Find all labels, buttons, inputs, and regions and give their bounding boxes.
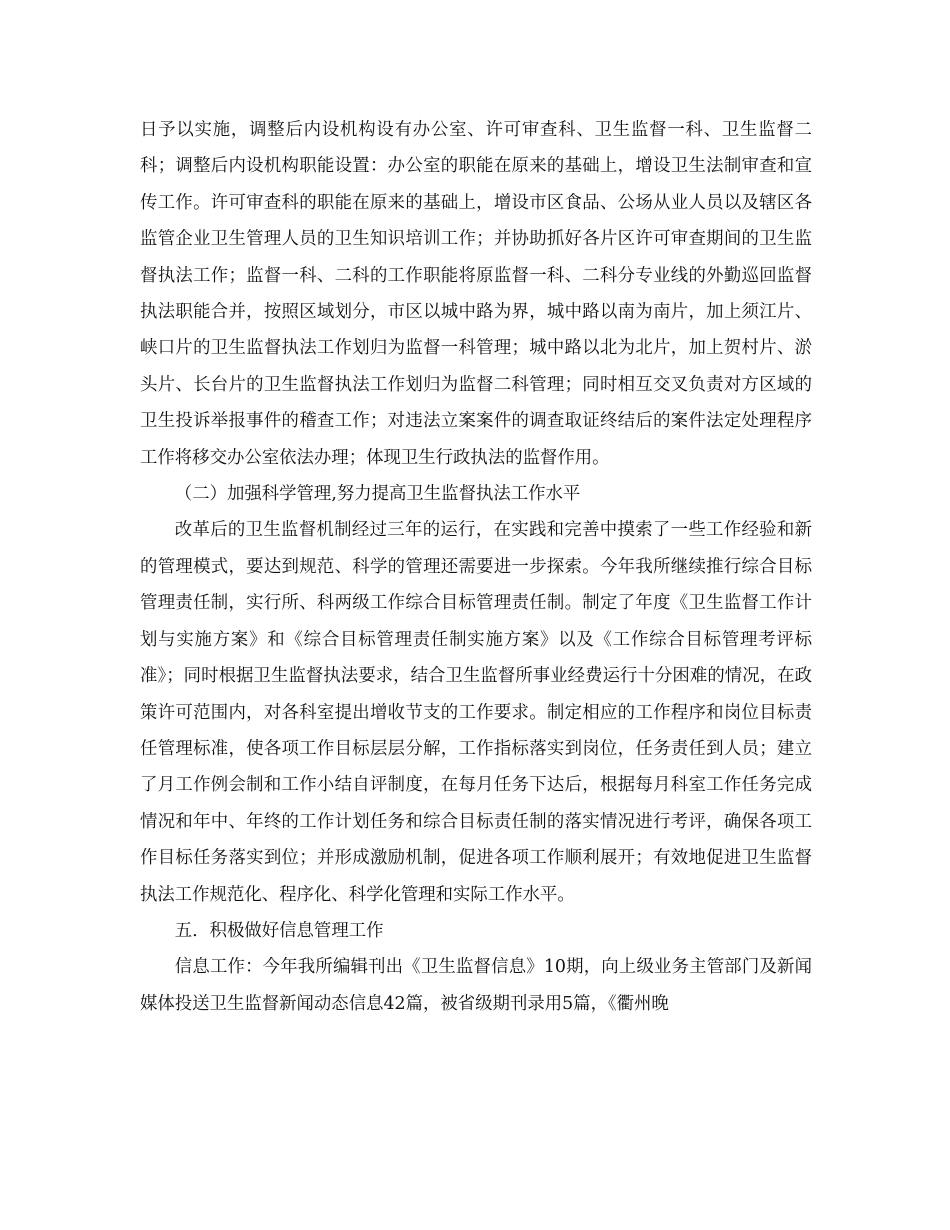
- paragraph-management-responsibility: 改革后的卫生监督机制经过三年的运行，在实践和完善中摸索了一些工作经验和新的管理模式，要达到规范、科学的管理还需要进一步探索。今年我所继续推行综合目标管理责任制，实行所、科两级工作综合目标管理责任制。制定了年度《卫生监督工作计划与实施方案》和《综合目标管理责任制实施方案》以及《工作综合目标管理考评标准》；同时根据卫生监督执法要求，结合卫生监督所事业经费运行十分困难的情况，在政策许可范围内，对各科室提出增收节支的工作要求。制定相应的工作程序和岗位目标责任管理标准，使各项工作目标层层分解，工作指标落实到岗位，任务责任到人员；建立了月工作例会制和工作小结自评制度，在每月任务下达后，根据每月科室工作任务完成情况和年中、年终的工作计划任务和综合目标责任制的落实情况进行考评，确保各项工作目标任务落实到位；并形成激励机制，促进各项工作顺利展开；有效地促进卫生监督执法工作规范化、程序化、科学化管理和实际工作水平。: [140, 520, 812, 905]
- paragraph-institution-adjustment: 日予以实施，调整后内设机构设有办公室、许可审查科、卫生监督一科、卫生监督二科；调整后内设机构职能设置：办公室的职能在原来的基础上，增设卫生法制审查和宣传工作。许可审查科的职能在原来的基础上，增设市区食品、公场从业人员以及辖区各监管企业卫生管理人员的卫生知识培训工作；并协助抓好各片区许可审查期间的卫生监督执法工作；监督一科、二科的工作职能将原监督一科、二科分专业线的外勤巡回监督执法职能合并，按照区域划分，市区以城中路为界，城中路以南为南片，加上须江片、峡口片的卫生监督执法工作划归为监督一科管理；城中路以北为北片，加上贺村片、淤头片、长台片的卫生监督执法工作划归为监督二科管理；同时相互交叉负责对方区域的卫生投诉举报事件的稽查工作；对违法立案案件的调查取证终结后的案件法定处理程序工作将移交办公室依法办理；体现卫生行政执法的监督作用。: [140, 120, 812, 468]
- paragraph-information-work: 信息工作：今年我所编辑刊出《卫生监督信息》10期，向上级业务主管部门及新闻媒体投送卫生监督新闻动态信息42篇，被省级期刊录用5篇，《衢州晚: [140, 957, 812, 1014]
- section-heading-information-management: 五．积极做好信息管理工作: [174, 920, 384, 941]
- document-page: [140, 112, 812, 1022]
- section-heading-scientific-management: （二）加强科学管理,努力提高卫生监督执法工作水平: [174, 484, 581, 505]
